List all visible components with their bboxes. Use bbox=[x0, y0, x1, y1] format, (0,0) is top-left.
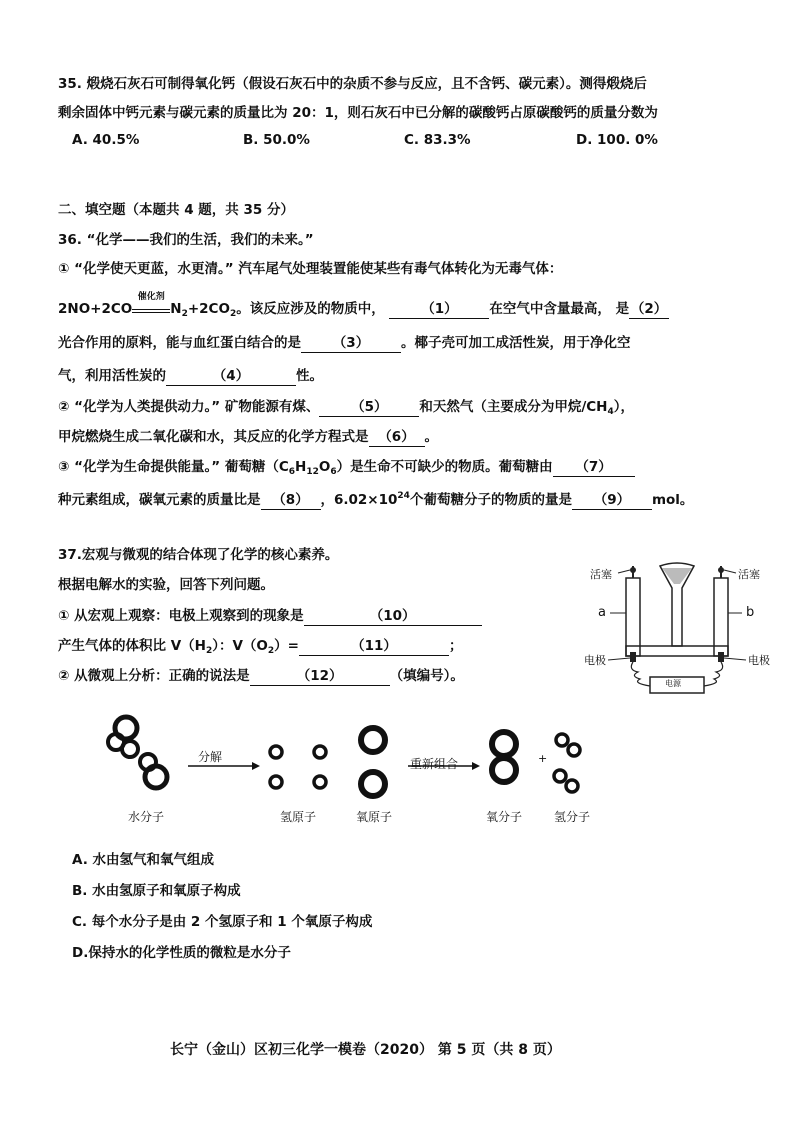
label-b: b bbox=[746, 605, 755, 620]
q37-volume-ratio: 产生气体的体积比 $V(H_2)$：$V(O_2)= (11)$ ； bbox=[58, 638, 463, 656]
q35-option-d: D. 100. 0% bbox=[576, 132, 658, 148]
electrode-right-label: 电极 bbox=[748, 654, 770, 667]
valve-right-label: 活塞 bbox=[738, 568, 760, 581]
q37-part1: ① 从宏观上观察：电极上观察到的现象是 （10） bbox=[58, 606, 482, 626]
plus-sign: + bbox=[538, 752, 548, 765]
answer-blank-4[interactable]: （4） bbox=[166, 367, 296, 386]
section-heading: 二、填空题（本题共 4 题，共 35 分） bbox=[58, 202, 294, 218]
electrode-left-label: 电极 bbox=[584, 654, 606, 667]
answer-blank-7[interactable]: （7） bbox=[553, 458, 635, 477]
q36-line6: 甲烷燃烧生成二氧化碳和水，其反应的化学方程式是 （6） 。 bbox=[58, 429, 438, 445]
q35-line1: 35. 煅烧石灰石可制得氧化钙（假设石灰石中的杂质不参与反应，且不含钙、碳元素）。测得煅烧后 bbox=[58, 76, 647, 92]
q35-line2: 剩余固体中钙元素与碳元素的质量比为 20：1，则石灰石中已分解的碳酸钙占原碳酸钙的质量分数为 bbox=[58, 105, 658, 121]
q36-equation-line: 2NO+2CO 催化剂 $N_2+2CO_2$。该反应涉及的物质中， （1） 在空气中含量最高， 是 （2） bbox=[58, 299, 669, 324]
water-molecule-label: 水分子 bbox=[128, 810, 165, 824]
hydrogen-atom-label: 氢原子 bbox=[280, 810, 317, 824]
answer-blank-8[interactable]: （8） bbox=[261, 491, 321, 510]
q37-option-b: B. 水由氢原子和氧原子构成 bbox=[72, 883, 241, 899]
decompose-label: 分解 bbox=[198, 750, 223, 764]
q37-option-d: D.保持水的化学性质的微粒是水分子 bbox=[72, 945, 291, 961]
q36-part3: ③ “化学为生命提供能量。” 葡萄糖$(C_6H_{12}O_6)$是生命不可缺少的物质。葡萄糖由 （7） bbox=[58, 457, 635, 482]
q35-option-b: B. 50.0% bbox=[243, 132, 310, 148]
molecule-diagram bbox=[90, 712, 610, 807]
answer-blank-5[interactable]: （5） bbox=[319, 398, 419, 417]
equation-right-n: N bbox=[170, 301, 182, 317]
label-a: a bbox=[598, 605, 606, 620]
catalyst-label: 催化剂 bbox=[137, 292, 165, 302]
q36-part1-intro: ① “化学使天更蓝，水更清。” 汽车尾气处理装置能使某些有毒气体转化为无毒气体： bbox=[58, 261, 563, 277]
oxygen-atom-label: 氧原子 bbox=[356, 810, 393, 824]
valve-left-label: 活塞 bbox=[590, 568, 612, 581]
answer-blank-6[interactable]: （6） bbox=[369, 428, 425, 447]
recombine-label: 重新组合 bbox=[410, 757, 459, 771]
answer-blank-10[interactable]: （10） bbox=[304, 607, 482, 626]
q36-line3: 光合作用的原料，能与血红蛋白结合的是 （3） 。椰子壳可加工成活性炭，用于净化空 bbox=[58, 335, 631, 351]
answer-blank-11[interactable]: （11） bbox=[299, 637, 449, 656]
answer-blank-12[interactable]: （12） bbox=[250, 667, 390, 686]
q37-option-c: C. 每个水分子是由 2 个氢原子和 1 个氧原子构成 bbox=[72, 914, 373, 930]
q36-title: 36. “化学——我们的生活，我们的未来。” bbox=[58, 232, 314, 248]
oxygen-molecule-label: 氧分子 bbox=[486, 810, 523, 824]
q37-part2: ② 从微观上分析：正确的说法是 （12） （填编号）。 bbox=[58, 668, 464, 684]
q35-option-c: C. 83.3% bbox=[404, 132, 471, 148]
q36-line4: 气，利用活性炭的 （4） 性。 bbox=[58, 368, 323, 384]
q36-line8: 种元素组成，碳氧元素的质量比是 （8） ，$6.02\times 10^{24}$个葡萄糖分子的物质的量是 （9） mol。 bbox=[58, 491, 694, 508]
page-footer: 长宁（金山）区初三化学一模卷（2020） 第 5 页（共 8 页） bbox=[170, 1042, 561, 1058]
q37-option-a: A. 水由氢气和氧气组成 bbox=[72, 852, 215, 868]
hydrogen-molecule-label: 氢分子 bbox=[554, 810, 591, 824]
answer-blank-9[interactable]: （9） bbox=[572, 491, 652, 510]
power-label: 电源 bbox=[665, 679, 681, 688]
q36-part2: ② “化学为人类提供动力。” 矿物能源有煤、 （5） 和天然气（主要成分为甲烷$/CH_4$）， bbox=[58, 399, 634, 417]
q35-option-a: A. 40.5% bbox=[72, 132, 140, 148]
answer-blank-1[interactable]: （1） bbox=[389, 300, 489, 319]
answer-blank-2[interactable]: （2） bbox=[630, 301, 668, 317]
q37-title: 37.宏观与微观的结合体现了化学的核心素养。 bbox=[58, 547, 339, 563]
equation-right-co: +2CO bbox=[187, 301, 230, 317]
answer-blank-3[interactable]: （3） bbox=[301, 334, 401, 353]
equation-left: 2NO+2CO bbox=[58, 301, 133, 317]
catalyst-arrow bbox=[132, 292, 170, 313]
electrolysis-apparatus bbox=[590, 558, 790, 698]
q37-intro: 根据电解水的实验，回答下列问题。 bbox=[58, 577, 274, 593]
